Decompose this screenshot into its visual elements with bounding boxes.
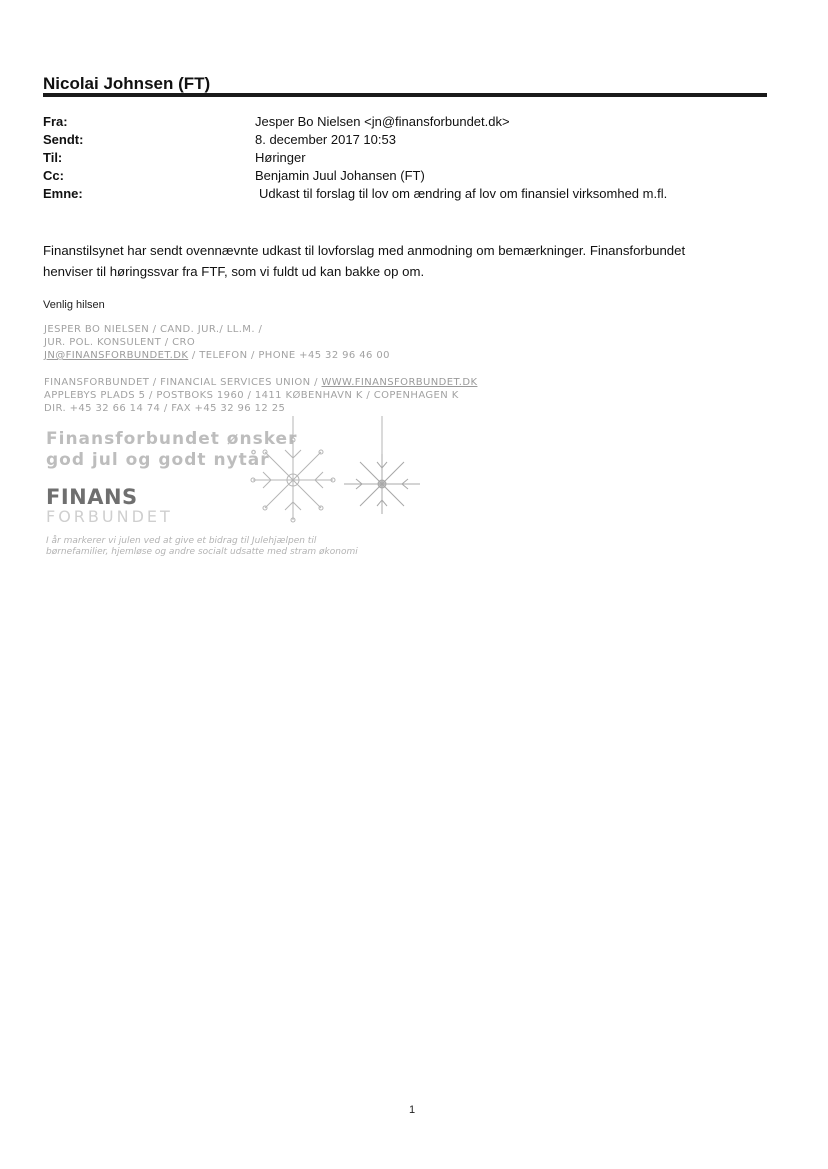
- christmas-fineprint: [46, 536, 358, 558]
- fineprint-line-1: I år markerer vi julen ved at give et bidrag til Julehjælpen til: [46, 536, 317, 546]
- to-value: Høringer: [255, 150, 306, 165]
- body-line-1: Finanstilsynet har sendt ovennævnte udkast til lovforslag med anmodning om bemærkninger. Finansforbundet: [43, 243, 686, 258]
- subject-label: Emne:: [43, 186, 83, 201]
- signature-web-link[interactable]: WWW.FINANSFORBUNDET.DK: [321, 377, 478, 388]
- signature-email-link[interactable]: JN@FINANSFORBUNDET.DK: [44, 350, 189, 361]
- cc-label: Cc:: [43, 168, 64, 183]
- body-line-2: henviser til høringssvar fra FTF, som vi fuldt ud kan bakke op om.: [43, 264, 425, 279]
- page-number: 1: [409, 1104, 416, 1116]
- sent-value: 8. december 2017 10:53: [255, 132, 396, 147]
- cc-value: Benjamin Juul Johansen (FT): [255, 168, 425, 183]
- signature-org-name: FINANSFORBUNDET / FINANCIAL SERVICES UNION /: [44, 377, 322, 388]
- signature-org-line: [44, 376, 477, 389]
- snowflake-ornaments-icon: [240, 416, 440, 546]
- email-body: [43, 240, 767, 282]
- finansforbundet-logo: [46, 486, 173, 526]
- fineprint-line-2: børnefamilier, hjemløse og andre socialt udsatte med stram økonomi: [46, 547, 358, 557]
- mailbox-owner-name: Nicolai Johnsen (FT): [43, 74, 211, 93]
- header-row-to: [43, 150, 767, 168]
- to-label: Til:: [43, 150, 63, 165]
- signature-contact-block: [44, 323, 390, 362]
- closing-regards: Venlig hilsen: [43, 299, 105, 311]
- from-value: Jesper Bo Nielsen <jn@finansforbundet.dk>: [255, 114, 510, 129]
- sent-label: Sendt:: [43, 132, 84, 147]
- signature-contact-line: [44, 349, 390, 362]
- from-label: Fra:: [43, 114, 68, 129]
- signature-name-title: JESPER BO NIELSEN / CAND. JUR./ LL.M. /: [44, 324, 263, 335]
- christmas-greeting-line-2: god jul og godt nytår: [46, 450, 270, 470]
- signature-position: JUR. POL. KONSULENT / CRO: [44, 337, 196, 348]
- header-row-subject: [43, 186, 767, 204]
- signature-direct-fax: DIR. +45 32 66 14 74 / FAX +45 32 96 12 25: [44, 403, 286, 414]
- header-divider: [43, 93, 767, 97]
- christmas-greeting-line-1: Finansforbundet ønsker: [46, 429, 298, 449]
- email-header-fields: [43, 114, 767, 204]
- signature-phone: / TELEFON / PHONE +45 32 96 46 00: [188, 350, 390, 361]
- signature-address: APPLEBYS PLADS 5 / POSTBOKS 1960 / 1411 KØBENHAVN K / COPENHAGEN K: [44, 390, 459, 401]
- header-row-cc: [43, 168, 767, 186]
- logo-text-forbundet: FORBUNDET: [46, 507, 173, 526]
- header-row-from: [43, 114, 767, 132]
- logo-text-finans: FINANS: [46, 485, 138, 509]
- signature-org-block: [44, 376, 477, 415]
- header-row-sent: [43, 132, 767, 150]
- subject-value: Udkast til forslag til lov om ændring af lov om finansiel virksomhed m.fl.: [259, 186, 668, 201]
